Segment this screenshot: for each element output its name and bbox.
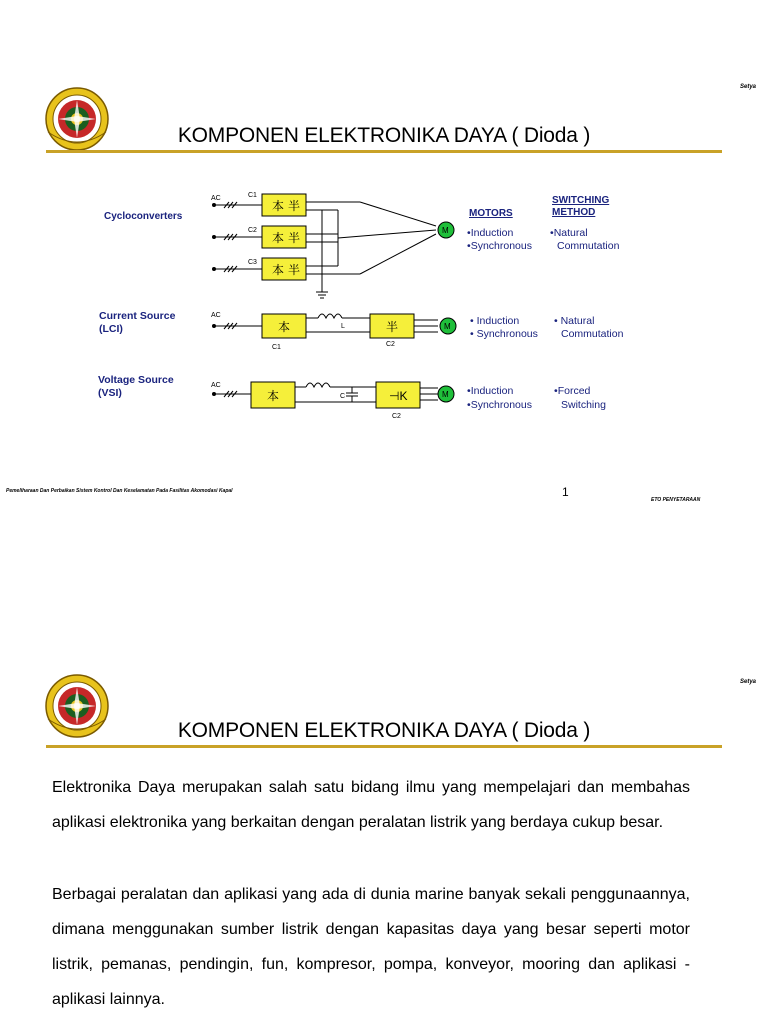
row2-switch-b: Commutation (561, 328, 624, 340)
label-c1: C1 (248, 192, 257, 199)
author-label: Setya (739, 84, 756, 90)
lci-converter-c2 (370, 314, 414, 338)
slide-title-2: KOMPONEN ELEKTRONIKA DAYA ( Dioda ) (177, 719, 591, 742)
svg-text:本: 本 (278, 320, 291, 334)
row2-motor-b: • Synchronous (470, 328, 538, 340)
footer-course-title: Pemeliharaan Dan Perbaikan Sistem Kontrol Dan Keselamatan Pada Fasilitas Akomodasi Kapal (6, 488, 233, 494)
row1-switch-b: Commutation (557, 240, 620, 252)
slide-title: KOMPONEN ELEKTRONIKA DAYA ( Dioda ) (177, 124, 591, 147)
vsi-converter-c2 (376, 382, 420, 408)
row3-motor-a: •Induction (467, 385, 514, 397)
cyclo-converter-c2 (262, 226, 306, 248)
ac-label-2: AC (211, 312, 221, 319)
lci-label-c1: C1 (272, 344, 281, 351)
author-label-2: Setya (739, 679, 756, 685)
row-label-current-source: Current Source (99, 310, 176, 322)
row-label-voltage-source: Voltage Source (98, 374, 174, 386)
svg-text:半: 半 (288, 263, 301, 277)
row1-switch-a: •Natural (550, 227, 588, 239)
svg-text:半: 半 (386, 320, 399, 334)
row2-switch-a: • Natural (554, 315, 595, 327)
ac-label-1: AC (211, 195, 221, 202)
ac-label-3: AC (211, 382, 221, 389)
cyclo-wiring (214, 202, 436, 298)
motor-2-icon (440, 318, 456, 334)
row3-switch-a: •Forced (554, 385, 591, 397)
slide-2 (0, 585, 768, 1024)
paragraph-2: Berbagai peralatan dan aplikasi yang ada di dunia marine banyak sekali penggunaannya, dimana menggunakan sumber listrik dengan kapasitas daya yang besar seperti motor listrik, pemanas, pendingin, fun, kompresor, pompa, konveyor, mooring dan aplikasi - aplikasi lainnya. (52, 886, 690, 1008)
svg-text:M: M (442, 390, 449, 399)
row1-motor-a: •Induction (467, 227, 514, 239)
svg-text:M: M (444, 322, 451, 331)
motor-1-icon (438, 222, 454, 238)
row-label-cycloconverters: Cycloconverters (104, 211, 183, 222)
cyclo-converter-c1 (262, 194, 306, 216)
lci-label-l: L (341, 323, 345, 330)
label-c3: C3 (248, 259, 257, 266)
row3-motor-b: •Synchronous (467, 399, 532, 411)
header-motors: MOTORS (469, 208, 513, 219)
footer-program: ETO PENYETARAAN (651, 497, 701, 503)
lci-converter-c1 (262, 314, 306, 338)
vsi-label-c2: C2 (392, 413, 401, 420)
svg-text:半: 半 (288, 231, 301, 245)
row-label-voltage-source-sub: (VSI) (98, 387, 122, 399)
vsi-label-c: C (340, 393, 346, 400)
drive-topology-diagram (0, 180, 768, 430)
cyclo-converter-c3 (262, 258, 306, 280)
page-number: 1 (562, 485, 569, 499)
svg-text:本: 本 (267, 389, 280, 403)
svg-text:⊣K: ⊣K (389, 389, 408, 403)
title-divider-2 (46, 745, 722, 748)
row3-switch-b: Switching (561, 399, 606, 411)
svg-text:本: 本 (272, 199, 285, 213)
svg-text:本: 本 (272, 263, 285, 277)
row2-motor-a: • Induction (470, 315, 520, 327)
title-divider (46, 150, 722, 153)
svg-text:M: M (442, 226, 449, 235)
row1-motor-b: •Synchronous (467, 240, 532, 252)
label-c2: C2 (248, 227, 257, 234)
row-label-current-source-sub: (LCI) (99, 323, 123, 335)
lci-label-c2: C2 (386, 341, 395, 348)
header-switching-1: SWITCHING (552, 195, 610, 206)
header-switching-2: METHOD (552, 207, 596, 218)
vsi-converter-c1 (251, 382, 295, 408)
paragraph-1: Elektronika Daya merupakan salah satu bidang ilmu yang mempelajari dan membahas aplikasi elektronika yang berkaitan dengan peralatan listrik yang berdaya cukup besar. (52, 779, 690, 831)
motor-3-icon (438, 386, 454, 402)
svg-text:本: 本 (272, 231, 285, 245)
svg-text:半: 半 (288, 199, 301, 213)
